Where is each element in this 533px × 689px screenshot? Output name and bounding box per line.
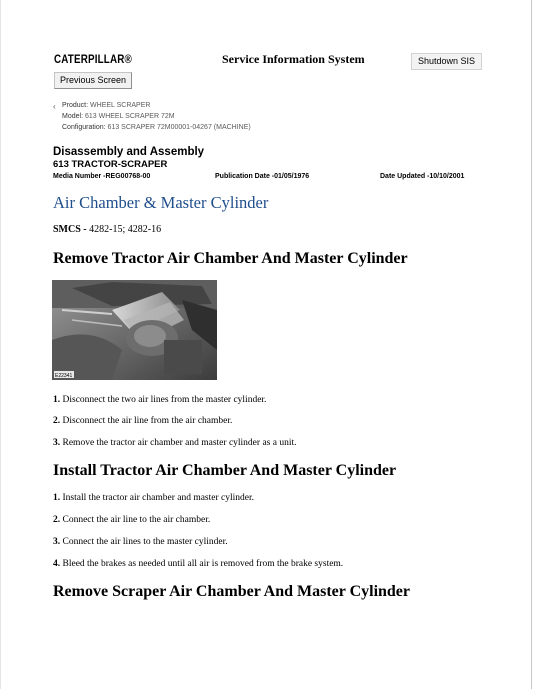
document-title: Air Chamber & Master Cylinder (53, 193, 269, 212)
media-number: Media Number -REG00768-00 (53, 173, 151, 180)
component-photo (52, 280, 217, 380)
step-text: Install the tractor air chamber and master cylinder. (60, 493, 255, 503)
caterpillar-logo: CATERPILLAR® (54, 52, 132, 66)
list-item (53, 493, 254, 503)
model-value: 613 WHEEL SCRAPER 72M (84, 113, 175, 120)
publication-date: Publication Date -01/05/1976 (215, 173, 310, 180)
product-label: Product: (62, 102, 89, 109)
step-text: Disconnect the two air lines from the master cylinder. (60, 395, 267, 405)
machine-subtitle: 613 TRACTOR-SCRAPER (53, 159, 168, 170)
heading-remove-scraper: Remove Scraper Air Chamber And Master Cylinder (53, 583, 411, 600)
date-updated: Date Updated -10/10/2001 (380, 173, 465, 180)
step-number: 1. (53, 493, 61, 503)
configuration-value: 613 SCRAPER 72M00001-04267 (MACHINE) (107, 124, 251, 131)
configuration-label: Configuration: (62, 124, 106, 131)
heading-install-tractor: Install Tractor Air Chamber And Master Cylinder (53, 462, 397, 479)
list-item (53, 416, 232, 426)
step-text: Remove the tractor air chamber and master cylinder as a unit. (60, 438, 297, 448)
step-number: 2. (53, 416, 61, 426)
step-number: 1. (53, 395, 61, 405)
section-title: Disassembly and Assembly (53, 146, 205, 158)
step-number: 2. (53, 515, 61, 525)
photo-illustration (52, 280, 217, 380)
list-item (53, 395, 266, 405)
product-line (62, 102, 150, 109)
model-label: Model: (62, 113, 84, 120)
step-number: 4. (53, 559, 61, 569)
heading-remove-tractor: Remove Tractor Air Chamber And Master Cylinder (53, 250, 408, 267)
smcs-codes (53, 224, 161, 235)
configuration-line (62, 124, 251, 131)
step-number: 3. (53, 438, 61, 448)
step-number: 3. (53, 537, 61, 547)
model-line (62, 113, 175, 120)
step-text: Connect the air lines to the master cylinder. (60, 537, 228, 547)
step-text: Connect the air line to the air chamber. (60, 515, 211, 525)
step-text: Disconnect the air line from the air chamber. (60, 416, 233, 426)
chevron-left-icon[interactable]: ‹ (53, 102, 56, 111)
shutdown-sis-button[interactable]: Shutdown SIS (411, 53, 482, 70)
step-text: Bleed the brakes as needed until all air is removed from the brake system. (60, 559, 344, 569)
list-item (53, 537, 228, 547)
list-item (53, 438, 296, 448)
list-item (53, 559, 343, 569)
photo-caption-code: E22341 (55, 373, 73, 379)
product-value: WHEEL SCRAPER (90, 102, 151, 109)
list-item (53, 515, 210, 525)
smcs-value: 4282-15; 4282-16 (86, 224, 162, 235)
smcs-label: SMCS - (53, 224, 87, 235)
previous-screen-button[interactable]: Previous Screen (54, 72, 132, 89)
system-title: Service Information System (222, 52, 365, 66)
